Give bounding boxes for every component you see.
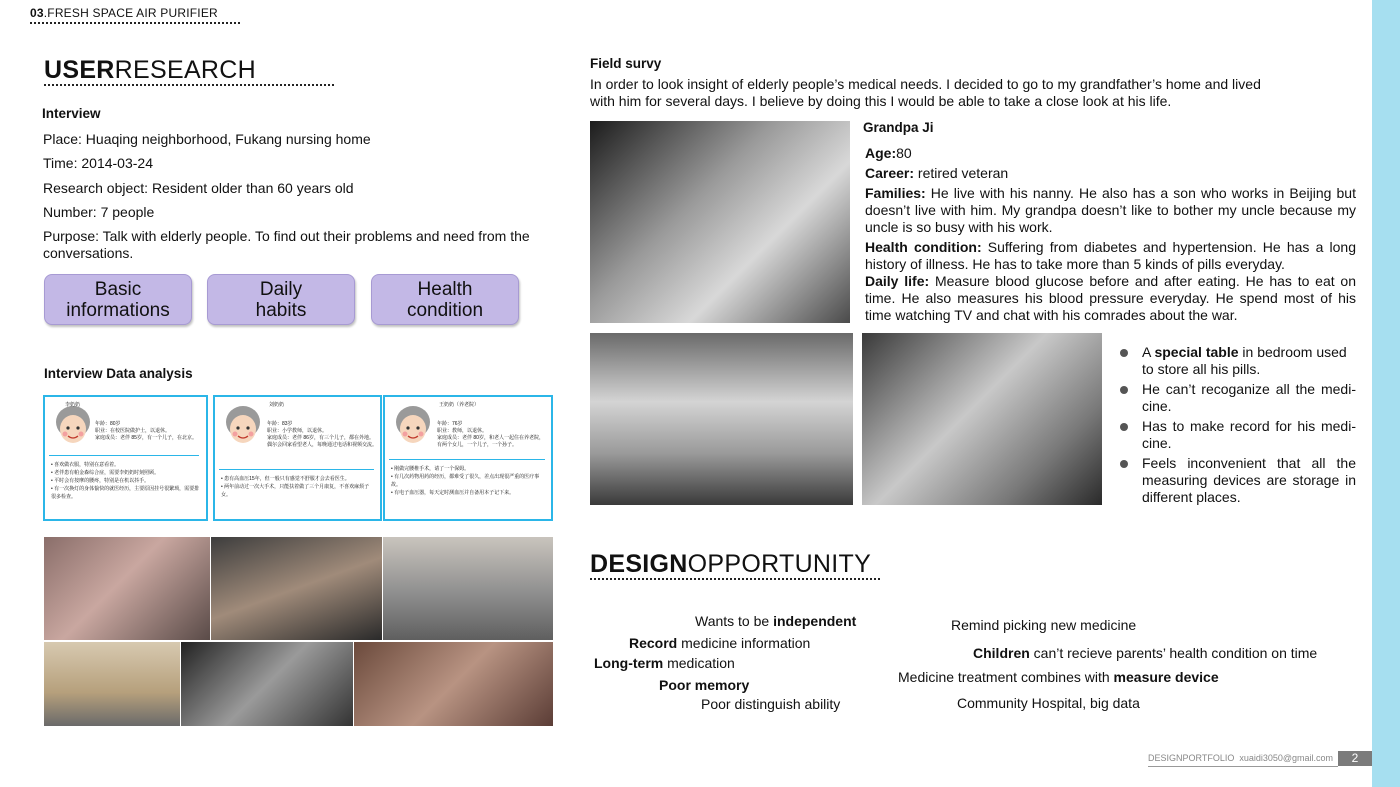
design-opportunity-heading: DESIGNOPPORTUNITY xyxy=(590,550,872,578)
user-research-heading: USERRESEARCH xyxy=(44,56,256,84)
footer-brand: DESIGNPORTFOLIO xuaidi3050@gmail.com xyxy=(1148,753,1334,763)
field-bullet-1: A special table in bedroom used to store all his pills. xyxy=(1120,344,1356,378)
interview-card-3 xyxy=(383,395,553,521)
card-bullets: • 患有高血压15年，但一般只有感觉不舒服才会去看医生。 • 两年前动过一次大手术，只能扶着做了三个月康复，不喜欢麻烦子女。 xyxy=(221,476,370,498)
design-opportunity-divider xyxy=(590,578,880,580)
pill-health-condition: Health condition xyxy=(371,274,519,325)
bullet-dot-icon xyxy=(1120,349,1128,357)
pill-basic-informations: Basic informations xyxy=(44,274,192,325)
page-header xyxy=(30,6,218,20)
user-research-divider xyxy=(44,84,334,86)
footer-email: xuaidi3050@gmail.com xyxy=(1239,753,1334,763)
pill-daily-habits: Daily habits xyxy=(207,274,355,325)
header-divider xyxy=(30,22,240,24)
page-number: 2 xyxy=(1338,751,1372,766)
section-number: 03 xyxy=(30,6,44,20)
interview-object: Research object: Resident older than 60 years old xyxy=(43,180,354,196)
daily-line: Daily life: Measure blood glucose before and after eating. He has to eat on time. He also measures his blood pressure everyday. He spend most of his time watching TV and chat with his comrades about the war. xyxy=(865,273,1356,323)
interview-label: Interview xyxy=(42,106,101,121)
card-bullets: • 喜欢做衣服，特别在意看着。 • 老伴患有帕金森综合症，需要李奶奶时刻照顾。 • 平时会有按摩的腰疼，特别是在机以抖手。 • 有一次换灯的身体愉快的就医经历，主要原因挂号很繁琐，需要排很多检查。 xyxy=(51,462,200,500)
opportunity-distinguish: Poor distinguish ability xyxy=(701,696,841,712)
analysis-label: Interview Data analysis xyxy=(44,366,193,381)
interview-card-2 xyxy=(213,395,382,521)
section-title: .FRESH SPACE AIR PURIFIER xyxy=(43,6,218,20)
field-bullet-2: He can’t recoganize all the medi-cine. xyxy=(1120,381,1356,415)
interview-card-1 xyxy=(43,395,208,521)
card-divider xyxy=(389,459,545,460)
card-name: 王奶奶（养老院） xyxy=(439,402,480,408)
card-info: 年龄：76岁 职业：教师，以退休。 家庭成员：老伴 80岁，和老人一起住在养老院，有两个女儿，一个儿子，一个孙子。 xyxy=(437,421,544,448)
field-bullet-3: Has to make record for his medi-cine. xyxy=(1120,418,1356,452)
elderly-avatar-icon xyxy=(393,405,433,451)
card-info: 年龄：83岁 职业：小学教师，以退休。 家庭成员：老伴 86岁，有三个儿子，都在外地。偶尔会回家看望老人，每晚通过电话和视频交流。 xyxy=(267,421,378,448)
bullet-dot-icon xyxy=(1120,460,1128,468)
opportunity-poor-memory: Poor memory xyxy=(659,677,750,693)
bullet-dot-icon xyxy=(1120,423,1128,431)
opportunity-independent: Wants to be independent xyxy=(695,613,857,629)
elderly-avatar-icon xyxy=(53,405,93,451)
card-divider xyxy=(219,469,374,470)
photo-interview-2 xyxy=(211,537,382,640)
interview-time: Time: 2014-03-24 xyxy=(43,155,153,171)
bullet-dot-icon xyxy=(1120,386,1128,394)
age-line: Age:80 xyxy=(865,145,912,161)
photo-elderly-woman xyxy=(181,642,353,726)
photo-interview-1 xyxy=(44,537,210,640)
photo-scooter xyxy=(44,642,180,726)
photo-special-table xyxy=(590,333,853,505)
opportunity-remind: Remind picking new medicine xyxy=(951,617,1137,633)
photo-grandpa-tv xyxy=(590,121,850,323)
interview-purpose: Purpose: Talk with elderly people. To find out their problems and need from the conversations. xyxy=(43,228,530,261)
photo-pills xyxy=(862,333,1102,505)
right-accent-bar xyxy=(1372,0,1400,787)
card-name: 李奶奶 xyxy=(65,402,81,408)
career-line: Career: retired veteran xyxy=(865,165,1009,181)
opportunity-record: Record medicine information xyxy=(629,635,811,651)
families-line: Families: He live with his nanny. He also has a son who works in Beijing but doesn’t live with him. My grandpa doesn’t like to bother my uncle because my uncle is so busy with his work. xyxy=(865,185,1356,235)
field-survey-label: Field survy xyxy=(590,56,662,71)
opportunity-measure-device: Medicine treatment combines with measure device xyxy=(898,669,1219,685)
photo-group-women xyxy=(354,642,553,726)
card-name: 刘奶奶 xyxy=(269,402,285,408)
field-bullet-4: Feels inconvenient that all the measuring devices are storage in different places. xyxy=(1120,455,1356,506)
field-intro: In order to look insight of elderly people’s medical needs. I decided to go to my grandfather’s home and lived with him for several days. I believe by doing this I would be able to take a close look at his life. xyxy=(590,76,1261,109)
footer-line xyxy=(1148,766,1338,767)
person-name: Grandpa Ji xyxy=(863,120,934,135)
card-info: 年龄：80岁 职业：在校医院做护士，以退休。 家庭成员：老伴 85岁，有一个儿子，在北京。 xyxy=(95,421,197,441)
elderly-avatar-icon xyxy=(223,405,263,451)
opportunity-long-term: Long-term medication xyxy=(594,655,735,671)
opportunity-children: Children can’t recieve parents’ health condition on time xyxy=(973,645,1318,661)
card-bullets: • 刚做完腰椎手术，请了一个保姆。 • 有几次药物用药的经历，都难受了很久，差点出现很严重的医疗事故。 • 有电子血压器，每天定时测血压并自备用本子记下来。 xyxy=(391,466,540,496)
interview-number: Number: 7 people xyxy=(43,204,155,220)
opportunity-community: Community Hospital, big data xyxy=(957,695,1140,711)
card-divider xyxy=(49,455,199,456)
health-line: Health condition: Suffering from diabetes and hypertension. He has a long history of illness. He has to take more than 5 kinds of pills everyday. xyxy=(865,239,1356,272)
interview-place: Place: Huaqing neighborhood, Fukang nursing home xyxy=(43,131,371,147)
photo-street xyxy=(383,537,553,640)
